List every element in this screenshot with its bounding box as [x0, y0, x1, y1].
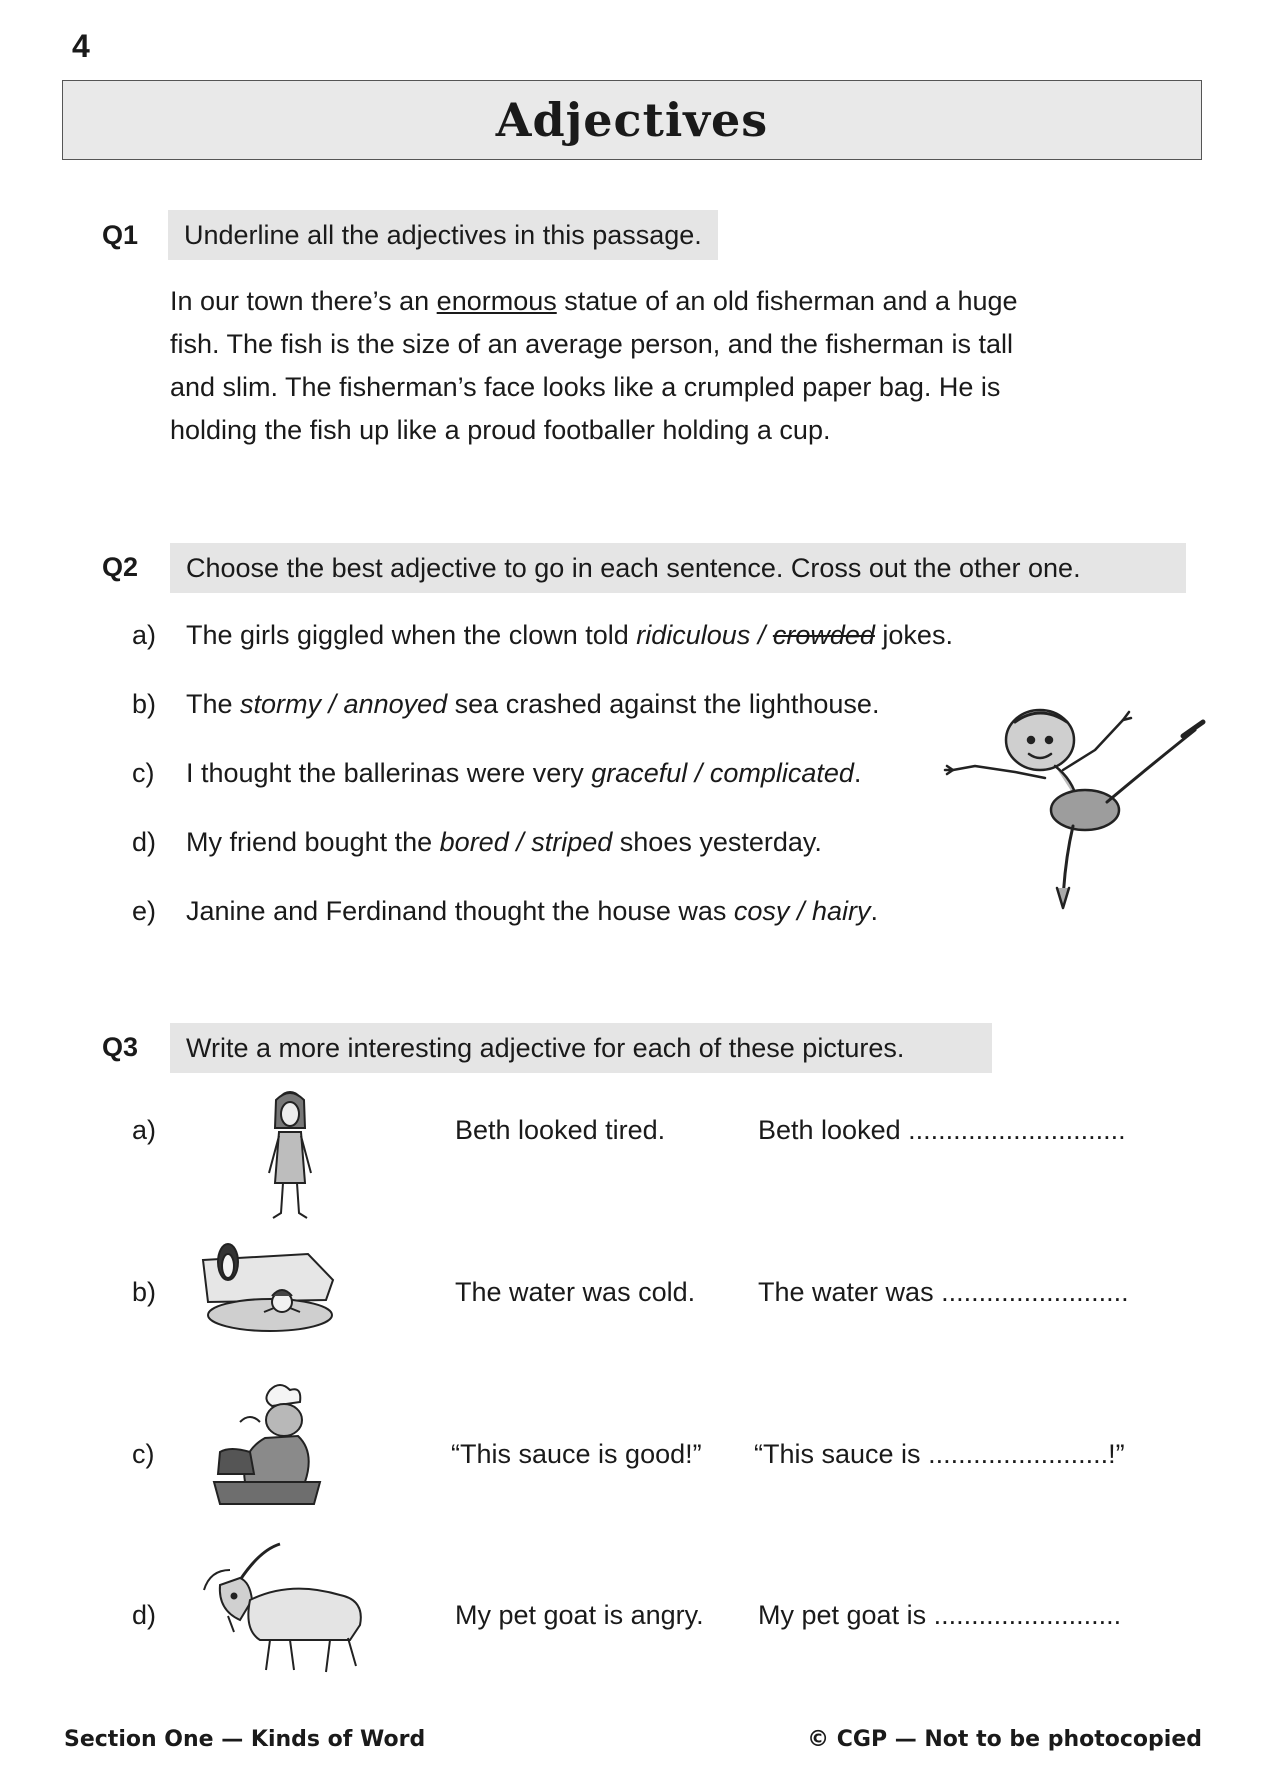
q3-instruction: Write a more interesting adjective for each of these pictures. [170, 1023, 992, 1073]
option-stormy[interactable]: stormy [240, 689, 322, 719]
passage-line-1: In our town there’s an enormous statue of an old fisherman and a huge [170, 286, 1018, 316]
passage-line-4: holding the fish up like a proud footballer holding a cup. [170, 415, 831, 445]
q3-answer-d: My pet goat is ......................... [758, 1600, 1122, 1630]
q3-original-c: “This sauce is good!” [451, 1439, 702, 1469]
q3-original-a: Beth looked tired. [455, 1115, 666, 1145]
footer-copyright: © CGP — Not to be photocopied [807, 1727, 1202, 1752]
q3-number: Q3 [102, 1032, 139, 1062]
q2-item-label: c) [132, 758, 155, 788]
q2-item-label: e) [132, 896, 157, 926]
title-banner [62, 80, 1202, 160]
option-graceful[interactable]: graceful [591, 758, 688, 788]
option-cosy[interactable]: cosy [733, 896, 790, 926]
ballerina-illustration [945, 700, 1205, 910]
q2-sentence-e: Janine and Ferdinand thought the house was cosy / hairy. [186, 896, 878, 926]
q3-item-label: b) [132, 1277, 157, 1307]
option-complicated[interactable]: complicated [709, 758, 854, 788]
answer-blank-a[interactable]: ............................ [908, 1115, 1119, 1145]
tired-girl-illustration [255, 1088, 325, 1223]
underlined-adjective[interactable]: enormous [436, 286, 557, 316]
option-bored[interactable]: bored [439, 827, 509, 857]
passage-line-2: fish. The fish is the size of an average person, and the fisherman is tall [170, 329, 1013, 359]
q3-original-d: My pet goat is angry. [455, 1600, 704, 1630]
option-ridiculous[interactable]: ridiculous [636, 620, 751, 650]
cold-water-illustration [198, 1240, 338, 1340]
footer-section: Section One — Kinds of Word [64, 1727, 426, 1752]
q2-sentence-b: The stormy / annoyed sea crashed against the lighthouse. [186, 689, 880, 719]
option-annoyed[interactable]: annoyed [343, 689, 448, 719]
chef-illustration [210, 1382, 335, 1507]
q3-answer-b: The water was ......................... [758, 1277, 1129, 1307]
q2-item-label: b) [132, 689, 157, 719]
q2-number: Q2 [102, 552, 139, 582]
q1-passage [170, 280, 1130, 452]
page-number: 4 [72, 28, 90, 64]
q2-instruction: Choose the best adjective to go in each sentence. Cross out the other one. [170, 543, 1186, 593]
q3-item-label: a) [132, 1115, 157, 1145]
q2-sentence-c: I thought the ballerinas were very graceful / complicated. [186, 758, 862, 788]
passage-line-3: and slim. The fisherman’s face looks like a crumpled paper bag. He is [170, 372, 1001, 402]
answer-blank-c[interactable]: ........................ [928, 1439, 1109, 1469]
q3-item-label: d) [132, 1600, 157, 1630]
q1-instruction: Underline all the adjectives in this passage. [168, 210, 718, 260]
q3-original-b: The water was cold. [455, 1277, 696, 1307]
option-crowded-crossed[interactable]: crowded [772, 620, 875, 650]
option-hairy[interactable]: hairy [811, 896, 871, 926]
answer-blank-d[interactable]: ........................ [933, 1600, 1114, 1630]
q2-sentence-d: My friend bought the bored / striped shoes yesterday. [186, 827, 822, 857]
q2-sentence-a: The girls giggled when the clown told ridiculous / crowded jokes. [186, 620, 953, 650]
q3-item-label: c) [132, 1439, 155, 1469]
page-title: Adjectives [495, 93, 769, 147]
q2-item-label: d) [132, 827, 157, 857]
angry-goat-illustration [200, 1540, 372, 1680]
option-striped[interactable]: striped [531, 827, 613, 857]
answer-blank-b[interactable]: ........................ [941, 1277, 1122, 1307]
q3-answer-a: Beth looked ............................. [758, 1115, 1126, 1145]
q3-answer-c: “This sauce is ........................!” [754, 1439, 1125, 1469]
q2-item-label: a) [132, 620, 157, 650]
q1-number: Q1 [102, 220, 139, 250]
